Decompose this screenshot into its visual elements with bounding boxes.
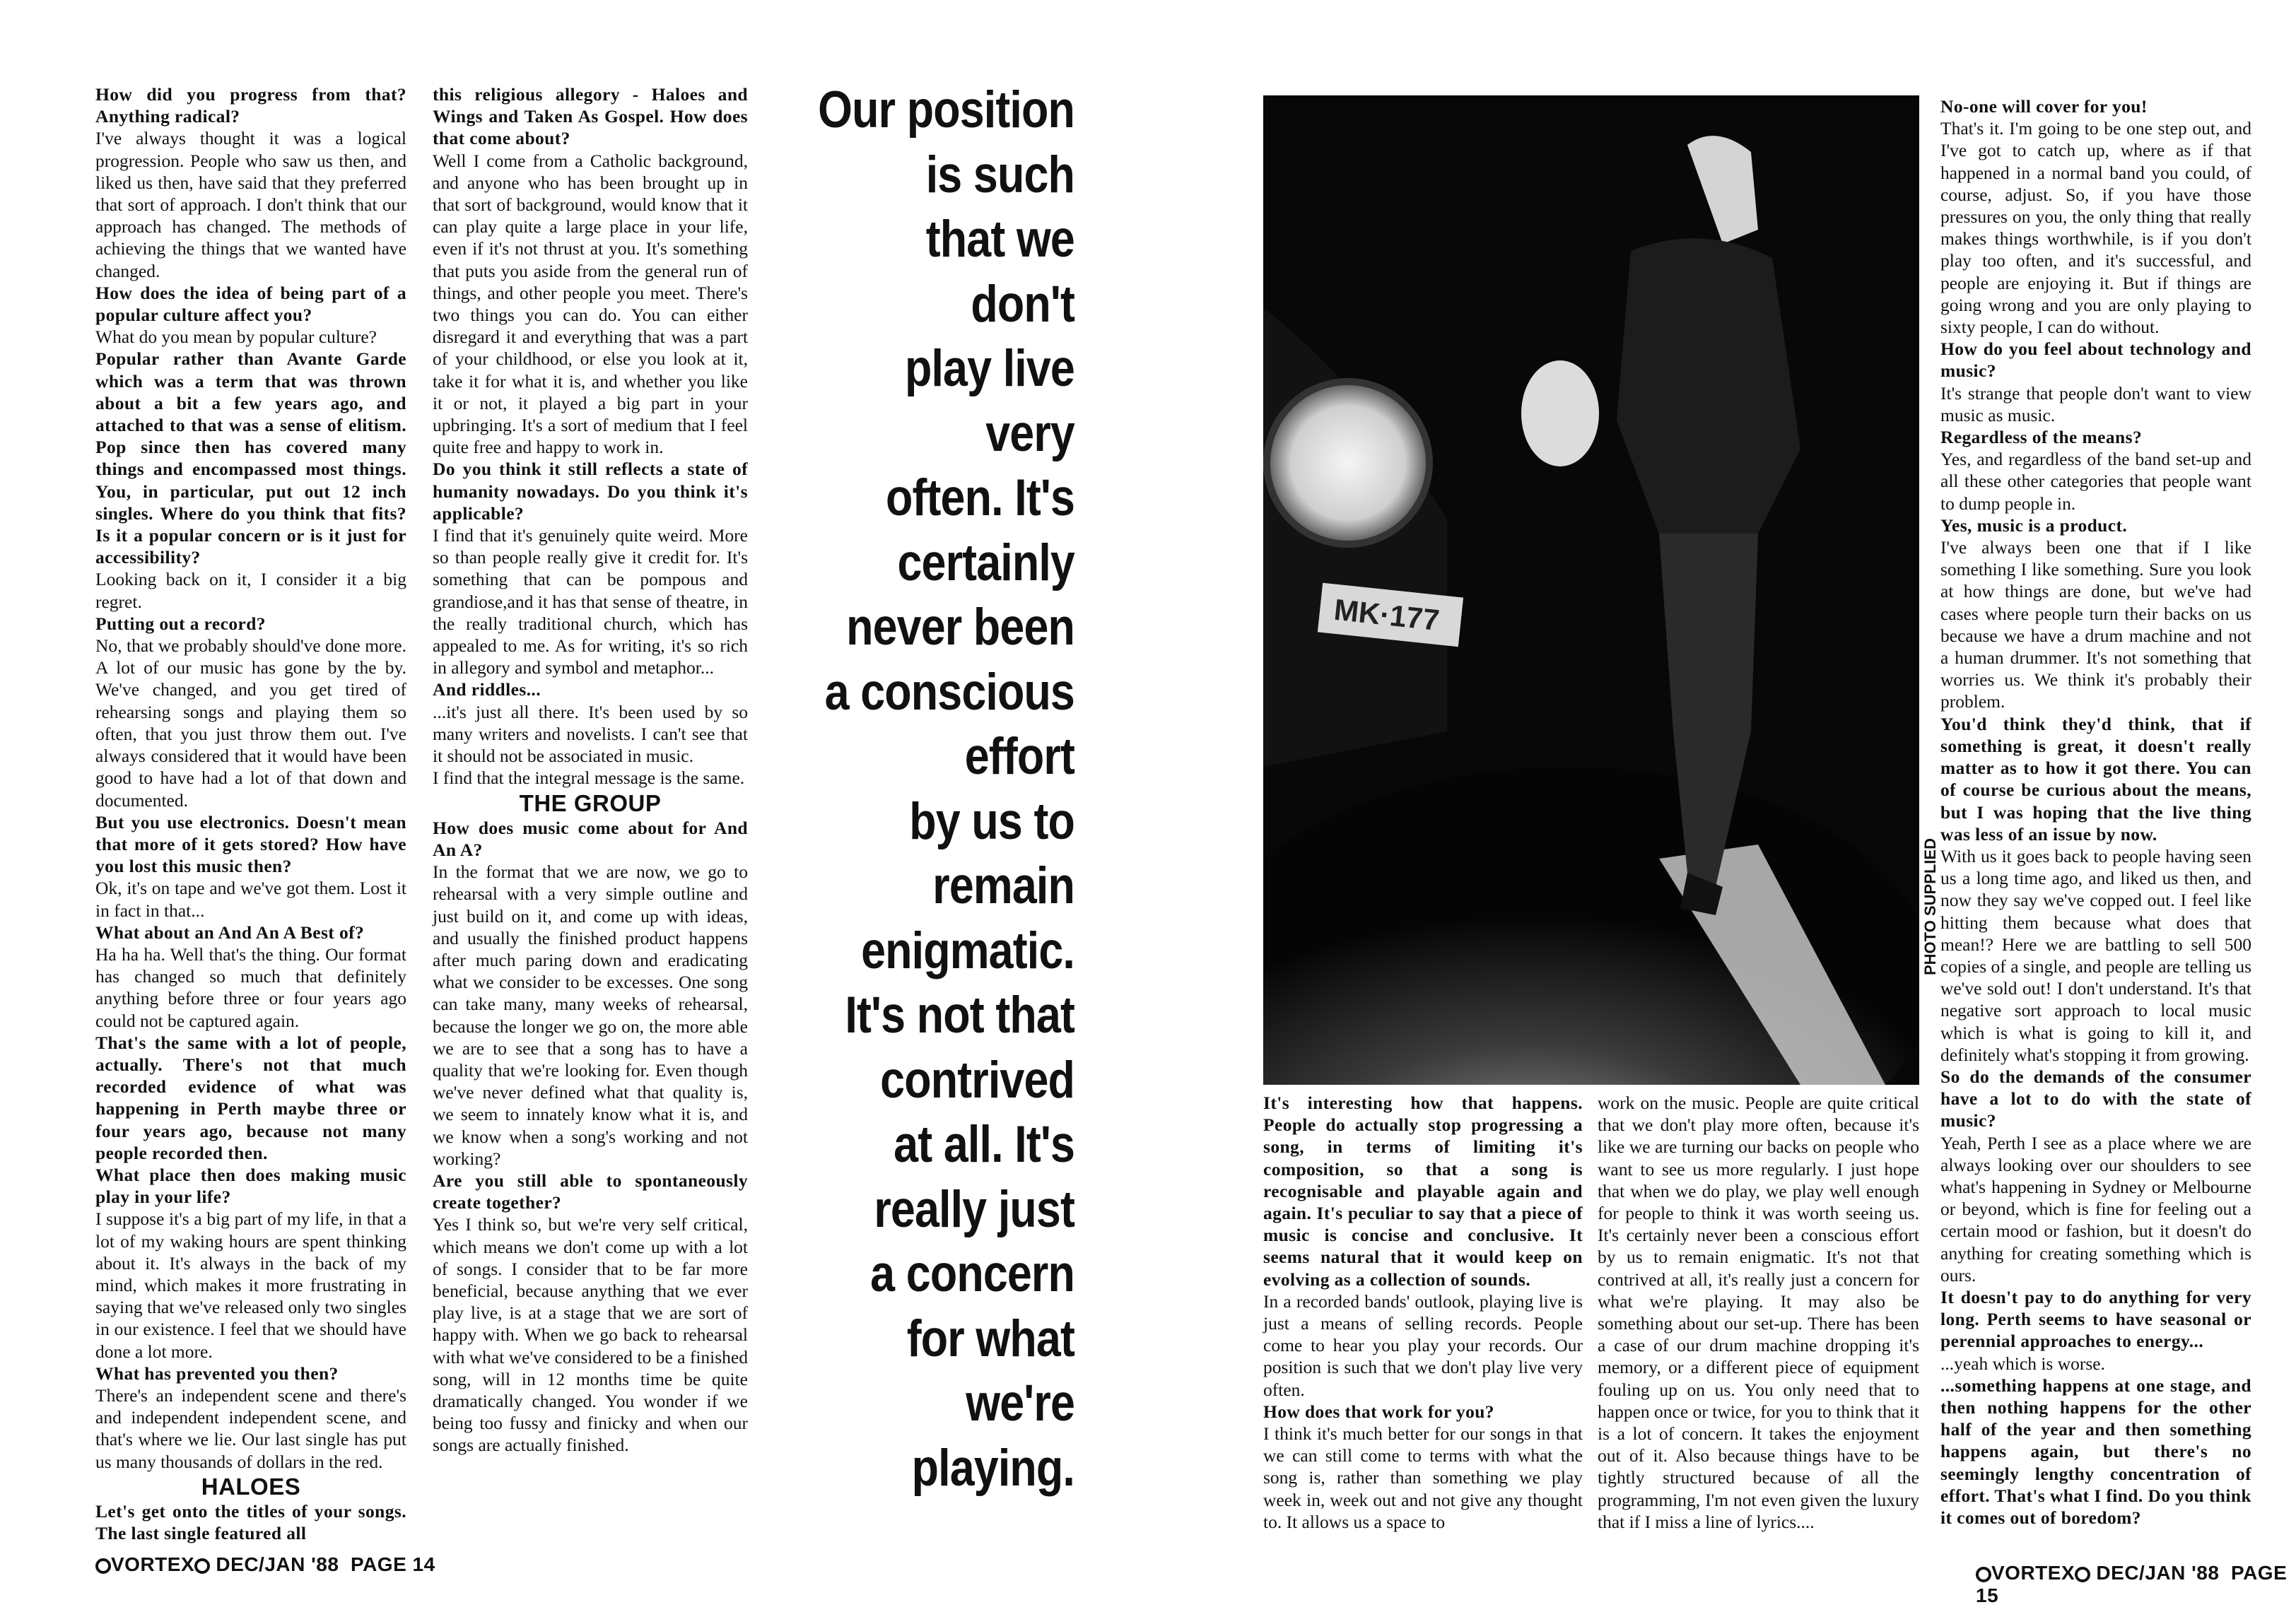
interview-answer: No, that we probably should've done more. A lot of our music has gone by the by. We've changed, and you get tired of rehearsing songs and playing them so often, that you just throw them out. I've always considered that it would have been good to have had a lot of that down and documented. <box>95 635 406 811</box>
footer-right <box>1976 1562 2296 1607</box>
interview-question: So do the demands of the consumer have a lot to do with the state of music? <box>1940 1066 2251 1131</box>
footer-left <box>95 1553 435 1576</box>
interview-answer: In the format that we are now, we go to rehearsal with a very simple outline and just build on it, and come up with ideas, and usually the finished product happens after much paring down and eradicating what we consider to be excesses. One song can take many, many weeks of rehearsal, because the longer we go on, the more able we are to see that a song has to have a quality that we're looking for. Even though we've never defined what that quality is, we seem to innately know what it is, and we know when a song's working and not working? <box>433 861 748 1169</box>
interview-question: But you use electronics. Doesn't mean that more of it gets stored? How have you lost this music then? <box>95 811 406 877</box>
interview-answer: I find that the integral message is the same. <box>433 767 745 789</box>
interview-answer: ...it's just all there. It's been used by so many writers and novelists. I can't see that it should not be associated in music. <box>433 701 748 767</box>
interview-question: Yes, music is a product. <box>1940 514 2128 536</box>
interview-answer: There's an independent scene and there's and independent independent scene, and that's where we lie. Our last single has put us many thousands of dollars in the red. <box>95 1384 406 1472</box>
pull-quote-line: certainly <box>897 534 1074 592</box>
band-photo <box>1263 95 1919 1085</box>
interview-answer: Looking back on it, I consider it a big regret. <box>95 569 406 612</box>
interview-question: How did you progress from that? Anything radical? <box>95 84 406 127</box>
interview-question: Regardless of the means? <box>1940 427 2143 448</box>
pull-quote-line: It's not that <box>845 987 1074 1044</box>
pull-quote-line: very <box>985 404 1074 462</box>
pull-quote-line: is such <box>925 146 1074 204</box>
interview-answer: I think it's much better for our songs in that we can still come to terms with what the song is, rather than something we play week in, week out and not give any thought to. It allows us a space to <box>1263 1423 1583 1532</box>
column-3 <box>1263 1092 1583 1533</box>
interview-answer: I suppose it's a big part of my life, in that a lot of my waking hours are spent thinking about it. It's always in the back of my mind, which makes it more frustrating in saying that we've released only two singles in our existence. I feel that we should have done a lot more. <box>95 1208 406 1362</box>
pull-quote-line: by us to <box>909 792 1074 850</box>
interview-answer: That's it. I'm going to be one step out, and I've got to catch up, where as if that happened in a normal band you could, of course, adjust. So, if you have those pressures on you, the only thing that really makes things worthwhile, is if you don't play too often, and it's successful, and people are enjoying it. But if things are going wrong and you are only playing to sixty people, I can do without. <box>1940 118 2251 338</box>
pull-quote-line: really just <box>874 1180 1074 1238</box>
logo-ring-icon <box>2075 1567 2090 1582</box>
interview-question: What has prevented you then? <box>95 1363 339 1384</box>
interview-answer: What do you mean by popular culture? <box>95 326 377 348</box>
footer-brand: VORTEX <box>1991 1562 2075 1584</box>
interview-answer: I find that it's genuinely quite weird. More so than people really give it credit for. It's something that can be pompous and grandiose,and it has that sense of theatre, in the really traditional church, which has appealed to me. As for writing, it's so rich in allegory and symbol and metaphor... <box>433 525 748 678</box>
interview-question: That's the same with a lot of people, actually. There's not that much recorded evidence of what was happening in Perth maybe three or four years ago, because not many people recorded then. <box>95 1032 406 1163</box>
pull-quote-line: effort <box>964 728 1074 785</box>
pull-quote-line: don't <box>971 275 1074 333</box>
interview-question: You'd think they'd think, that if something is great, it doesn't really matter as to how it got there. You can of course be curious about the means, but I was hoping that the live thing was less of an issue by now. <box>1940 713 2251 845</box>
interview-question: What place then does making music play in your life? <box>95 1164 406 1208</box>
pull-quote <box>813 78 1074 1500</box>
pull-quote-line: Our position <box>818 81 1074 139</box>
interview-answer: With us it goes back to people having seen us a long time ago, and liked us then, and now they say we've copped out. I feel like hitting them because what does that mean!? Here we are battling to sell 500 copies of a single, and people are telling us we've sold out! I don't understand. It's that negative sort approach to local music which is what is going to kill it, and definitely what's stopping it from growing. <box>1940 845 2251 1065</box>
pull-quote-line: for what <box>906 1310 1074 1367</box>
pull-quote-line: remain <box>932 857 1074 914</box>
logo-ring-icon <box>1976 1567 1991 1582</box>
interview-question: Are you still able to spontaneously create together? <box>433 1170 748 1213</box>
footer-page: PAGE 14 <box>350 1553 435 1575</box>
interview-question: Putting out a record? <box>95 613 266 634</box>
column-2 <box>433 83 748 1457</box>
pull-quote-line: playing. <box>911 1439 1074 1497</box>
interview-answer: Yes I think so, but we're very self critical, which means we don't come up with a lot of songs. I consider that to be far more beneficial, because anything that we ever play live, is at a stage that we are sort of happy with. When we go back to rehearsal with what we've considered to be a finished song, will in 12 months time be quite dramatically changed. You wonder if we being too fussy and finicky and when our songs are actually finished. <box>433 1214 748 1456</box>
interview-question: How does that work for you? <box>1263 1401 1494 1422</box>
interview-question: this religious allegory - Haloes and Wings and Taken As Gospel. How does that come about? <box>433 84 748 149</box>
interview-question: Let's get onto the titles of your songs. The last single featured all <box>95 1501 406 1544</box>
interview-question: How do you feel about technology and music? <box>1940 339 2251 382</box>
section-heading: HALOES <box>201 1473 301 1500</box>
pull-quote-line: contrived <box>880 1051 1074 1109</box>
pull-quote-line: play live <box>904 340 1074 397</box>
pull-quote-line: never been <box>846 599 1074 656</box>
pull-quote-line: a conscious <box>824 663 1074 721</box>
footer-issue: DEC/JAN '88 <box>216 1553 339 1575</box>
interview-answer: In a recorded bands' outlook, playing live is just a means of selling records. People come to hear you play your records. Our position is such that we don't play live very often. <box>1263 1290 1583 1400</box>
interview-question: How does the idea of being part of a popular culture affect you? <box>95 282 406 326</box>
interview-question: It doesn't pay to do anything for very long. Perth seems to have seasonal or perennial approaches to energy... <box>1940 1286 2251 1352</box>
pull-quote-line: at all. It's <box>894 1116 1074 1173</box>
footer-brand: VORTEX <box>111 1553 195 1575</box>
interview-question: And riddles... <box>433 679 541 700</box>
interview-question: What about an And An A Best of? <box>95 922 365 943</box>
interview-answer: work on the music. People are quite critical that we don't play more often, because it's like we are turning our backs on people who want to see us more regularly. I just hope that when we do play, we play well enough for people to think it was worth seeing us. It's certainly never been a conscious effort by us to remain enigmatic. It's not that contrived at all, it's really just a concern for what we're playing. It may also be something about our set-up. There has been a case of our drum machine dropping it's memory, or a different piece of equipment fouling up on us. You only need that to happen once or twice, for you to think that it is a lot of concern. It takes the enjoyment out of it. Also because things have to be tightly structured because of all the programming, I'm not even given the luxury that if I miss a line of lyrics.... <box>1598 1093 1919 1532</box>
interview-question: Popular rather than Avante Garde which was a term that was thrown about a bit a few years ago, and attached to that was a sense of elitism. Pop since then has covered many things and encompassed most things. You, in particular, put out 12 inch singles. Where do you think that fits? Is it a popular concern or is it just for accessibility? <box>95 348 406 568</box>
section-heading: THE GROUP <box>519 789 662 816</box>
interview-answer: It's strange that people don't want to view music as music. <box>1940 382 2251 425</box>
interview-answer: I've always thought it was a logical progression. People who saw us then, and liked us then, have said that they preferred that sort of approach. I don't think that our approach has changed. The methods of achieving the things that we wanted have changed. <box>95 128 406 281</box>
column-1 <box>95 83 406 1544</box>
interview-question: It's interesting how that happens. People do actually stop progressing a song, in terms of limiting it's composition, so that a song is recognisable and playable again and again. It's peculiar to say that a piece of music is concise and conclusive. It seems natural that it would keep on evolving as a collection of sounds. <box>1263 1093 1583 1290</box>
column-4 <box>1598 1092 1919 1533</box>
pull-quote-line: enigmatic. <box>861 922 1074 979</box>
footer-issue: DEC/JAN '88 <box>2096 1562 2220 1584</box>
footer-page: PAGE 15 <box>1976 1562 2288 1606</box>
column-5 <box>1940 95 2251 1529</box>
interview-answer: Ok, it's on tape and we've got them. Lost it in fact in that... <box>95 878 406 921</box>
photo-credit: PHOTO SUPPLIED <box>1921 838 1939 975</box>
pull-quote-line: a concern <box>870 1245 1074 1302</box>
pull-quote-line: often. It's <box>885 469 1074 526</box>
interview-answer: ...yeah which is worse. <box>1940 1353 2105 1374</box>
interview-question: How does music come about for And An A? <box>433 817 748 860</box>
pull-quote-line: that we <box>925 211 1074 268</box>
interview-answer: Yeah, Perth I see as a place where we are always looking over our shoulders to see what's happening in Sydney or Melbourne or beyond, which is fine for feeling out a certain mood or fashion, but it doesn't do anything for creating something which is ours. <box>1940 1132 2251 1285</box>
interview-answer: I've always been one that if I like something I like something. Sure you look at how things are done, but we've had cases where people turn their backs on us because we have a drum machine and not a human drummer. It's not something that worries us. We think it's probably their problem. <box>1940 537 2251 712</box>
interview-question: ...something happens at one stage, and then nothing happens for the other half of the year and then something happens again, but there's no seemingly lengthy concentration of effort. That's what I find. Do you think it comes out of boredom? <box>1940 1375 2251 1528</box>
logo-ring-icon <box>95 1558 111 1574</box>
pull-quote-line: we're <box>966 1375 1074 1432</box>
logo-ring-icon <box>194 1558 210 1574</box>
interview-answer: Yes, and regardless of the band set-up and all these other categories that people want to dump people in. <box>1940 449 2251 514</box>
photo-illustration <box>1263 95 1919 1085</box>
interview-question: Do you think it still reflects a state of humanity nowadays. Do you think it's applicable? <box>433 459 748 524</box>
plate-text: MK·177 <box>1332 592 1441 637</box>
interview-answer: Ha ha ha. Well that's the thing. Our format has changed so much that definitely anything before three or four years ago could not be captured again. <box>95 943 406 1031</box>
interview-question: No-one will cover for you! <box>1940 96 2148 117</box>
interview-answer: Well I come from a Catholic background, and anyone who has been brought up in that sort of background, would know that it can play quite a large place in your life, even if it's not thrust at you. It's something that puts you aside from the general run of things, and other people you meet. There's two things you can do. You can either disregard it and everything that was a part of your childhood, or else you look at it, take it for what it is, and whether you like it or not, it played a big part in your upbringing. It's a sort of medium that I feel quite free and happy to work in. <box>433 150 748 458</box>
